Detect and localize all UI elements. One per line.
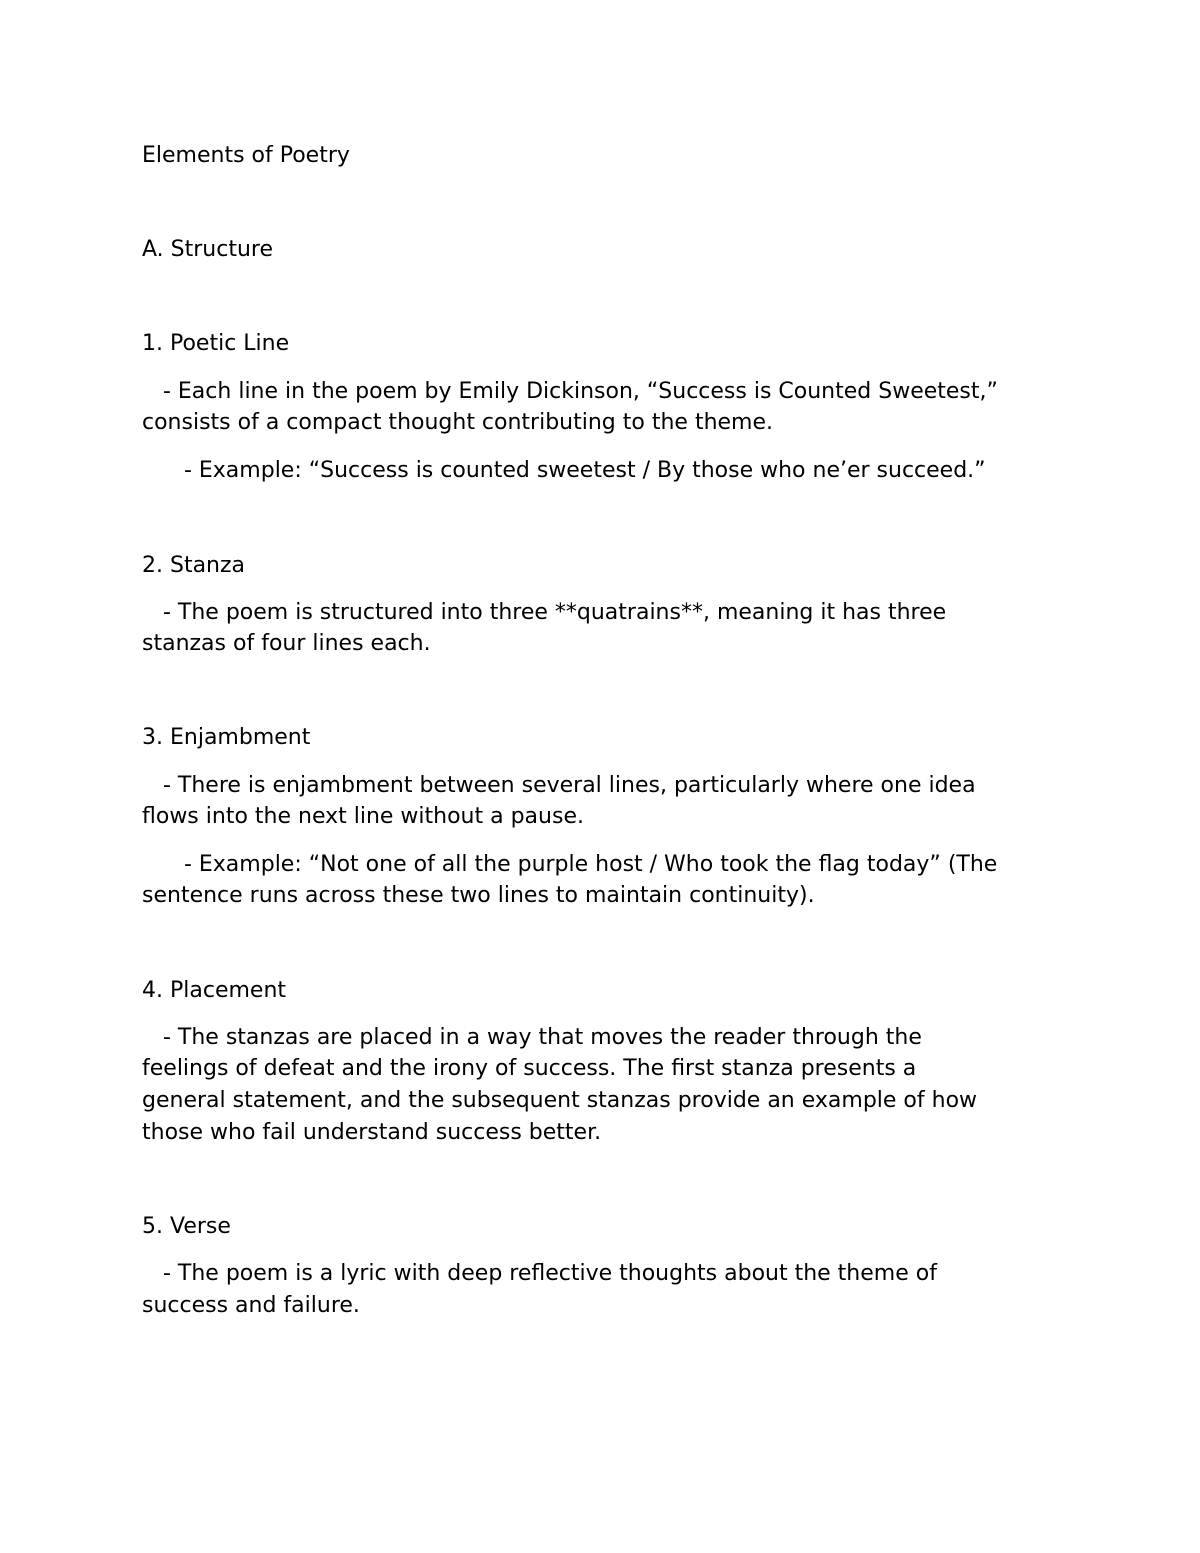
paragraph-line: stanzas of four lines each. <box>142 631 431 656</box>
paragraph-line: - Each line in the poem by Emily Dickinson, “Success is Counted Sweetest,” <box>142 379 998 404</box>
paragraph-line: flows into the next line without a pause. <box>142 804 584 829</box>
paragraph-line: consists of a compact thought contributing to the theme. <box>142 410 774 435</box>
paragraph-line: - The stanzas are placed in a way that moves the reader through the <box>142 1025 922 1050</box>
example-line: - Example: “Not one of all the purple host / Who took the flag today” (The <box>142 852 998 877</box>
paragraph-line: general statement, and the subsequent stanzas provide an example of how <box>142 1088 978 1113</box>
section-heading: A. Structure <box>142 237 273 262</box>
paragraph-line: - There is enjambment between several lines, particularly where one idea <box>142 773 976 798</box>
item-heading-enjambment: 3. Enjambment <box>142 725 311 750</box>
paragraph-line: - The poem is structured into three **quatrains**, meaning it has three <box>142 600 947 625</box>
paragraph-line: those who fail understand success better. <box>142 1120 602 1145</box>
example-line: - Example: “Success is counted sweetest / By those who ne’er succeed.” <box>142 458 986 483</box>
paragraph-line: success and failure. <box>142 1293 360 1318</box>
document-title: Elements of Poetry <box>142 143 350 168</box>
example-line: sentence runs across these two lines to maintain continuity). <box>142 883 815 908</box>
item-heading-poetic-line: 1. Poetic Line <box>142 331 290 356</box>
item-heading-verse: 5. Verse <box>142 1214 231 1239</box>
item-heading-stanza: 2. Stanza <box>142 553 246 578</box>
item-heading-placement: 4. Placement <box>142 978 287 1003</box>
paragraph-line: feelings of defeat and the irony of success. The first stanza presents a <box>142 1056 917 1081</box>
paragraph-line: - The poem is a lyric with deep reflective thoughts about the theme of <box>142 1261 937 1286</box>
